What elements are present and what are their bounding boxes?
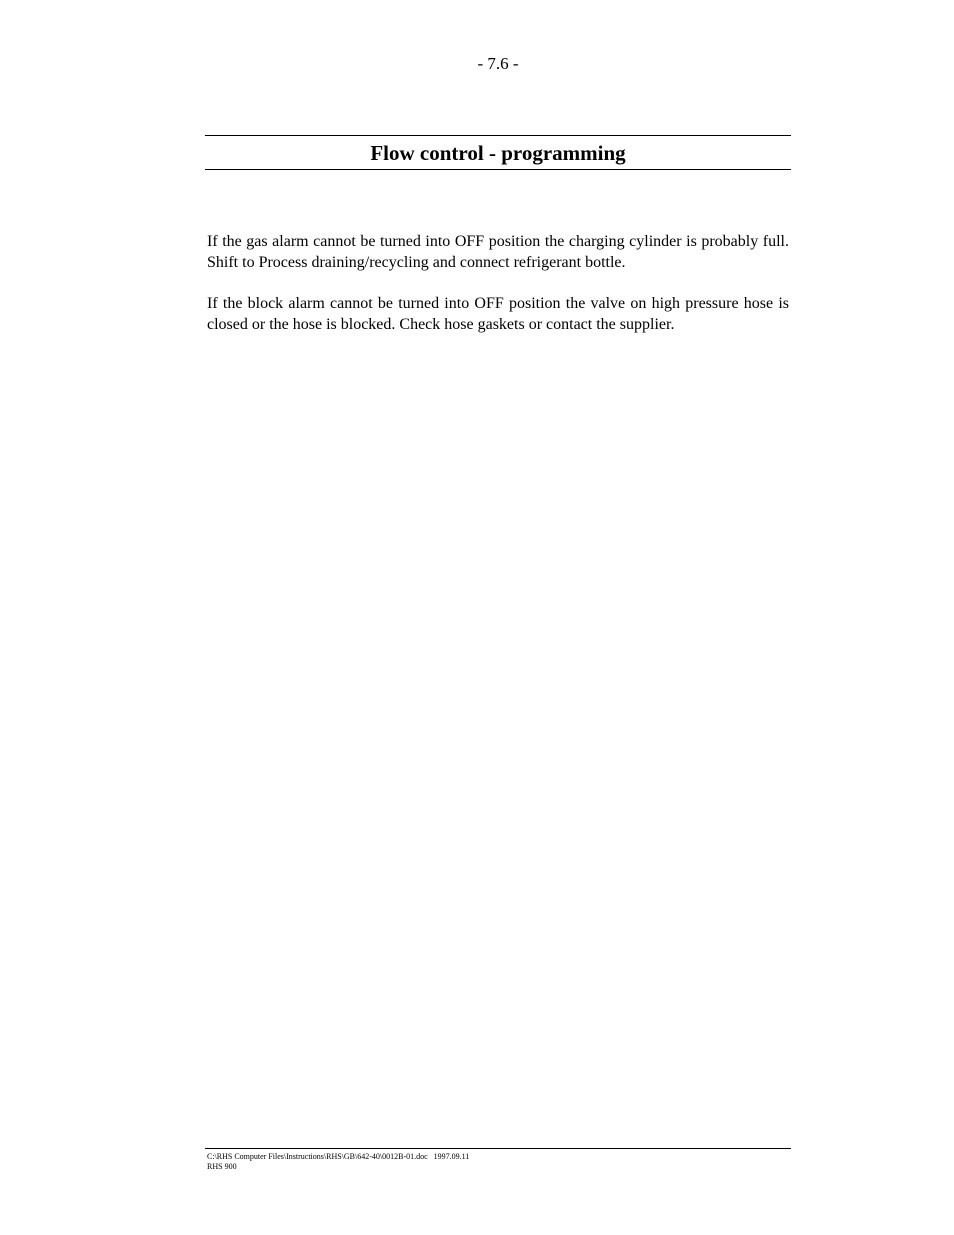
page-number: - 7.6 - (477, 54, 519, 73)
footer-divider (205, 1148, 791, 1149)
footer-model: RHS 900 (207, 1162, 237, 1171)
paragraph-gas-alarm: If the gas alarm cannot be turned into OFF position the charging cylinder is probably full. Shift to Process draining/recycling and connect refrigerant bottle. (207, 233, 789, 271)
footer-file-path: C:\RHS Computer Files\Instructions\RHS\GB\642-40\0012B-01.doc 1997.09.11 (207, 1152, 470, 1161)
paragraph-block-alarm: If the block alarm cannot be turned into OFF position the valve on high pressure hose is closed or the hose is blocked. Check hose gaskets or contact the supplier. (207, 295, 789, 333)
page-title: Flow control - programming (370, 141, 626, 165)
title-box (205, 135, 791, 170)
